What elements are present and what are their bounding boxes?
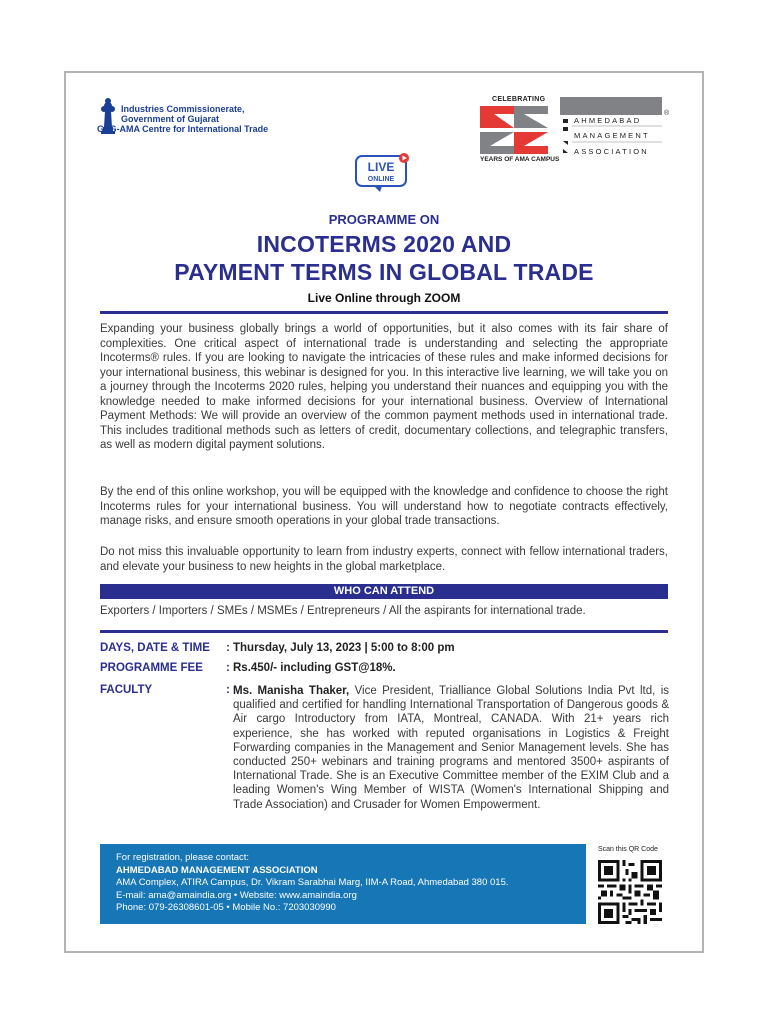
online-badge-text: ONLINE [367, 176, 395, 183]
title-divider [100, 311, 668, 314]
contact-phone: Phone: 079-26308601-05 • Mobile No.: 7203030990 [116, 902, 336, 913]
who-can-attend-heading: WHO CAN ATTEND [100, 584, 668, 599]
issuer-line-2: Government of Gujarat [121, 114, 220, 124]
faculty-colon: : [226, 684, 230, 696]
issuer-block [97, 104, 269, 134]
issuer-line-1: Industries Commissionerate, [121, 104, 245, 114]
ama-logo-line-1: AHMEDABAD [574, 116, 642, 125]
programme-kicker: PROGRAMME ON [328, 212, 440, 227]
contact-address: AMA Complex, ATIRA Campus, Dr. Vikram Sarabhai Marg, IIM-A Road, Ahmedabad 380 015. [116, 877, 509, 888]
faculty-bio [233, 684, 669, 812]
faculty-description: Vice President, Trialliance Global Solutions India Pvt ltd, is qualified and certified for handling International Transportation of Dangerous goods & Air cargo Introductory from IATA, Montreal, CANADA. With 21+ years rich experience, she has worked with reputed organisations in Logistics & Freight Forwarding companies in the Management and Senior Management levels. She has conducted 250+ webinars and training programs and mentored 3500+ aspirants of International Trade. She is an Executive Committee member of the EXIM Club and a leading Women's Wing Member of WISTA (Women's International Shipping and Trade Association) and Crusader for Women Empowerment. [233, 685, 669, 811]
fee-value: Rs.450/- including GST@18%. [233, 662, 396, 674]
who-can-attend-text: Exporters / Importers / SMEs / MSMEs / Entrepreneurs / All the aspirants for international trade. [100, 605, 586, 617]
live-badge-text: LIVE [367, 160, 395, 174]
title-line-2: PAYMENT TERMS IN GLOBAL TRADE [174, 259, 594, 285]
cta-paragraph: Do not miss this invaluable opportunity to learn from industry experts, connect with fellow international traders, and elevate your business to new heights in the global marketplace. [100, 546, 668, 573]
page-title [0, 230, 768, 286]
registered-mark: ® [664, 110, 670, 117]
details-divider [100, 630, 668, 633]
date-colon: : [226, 642, 230, 654]
qr-code-icon[interactable] [598, 860, 662, 924]
ama-logo-line-3: ASSOCIATION [574, 147, 649, 156]
date-value: Thursday, July 13, 2023 | 5:00 to 8:00 pm [233, 642, 455, 654]
faculty-label: FACULTY [100, 684, 153, 696]
fee-colon: : [226, 662, 230, 674]
contact-intro: For registration, please contact: [116, 852, 250, 863]
live-online-badge-icon [354, 152, 412, 192]
date-label: DAYS, DATE & TIME [100, 642, 210, 654]
contact-org: AHMEDABAD MANAGEMENT ASSOCIATION [116, 864, 318, 876]
twenty-five-years-logo [478, 104, 550, 156]
title-line-1: INCOTERMS 2020 AND [256, 231, 512, 257]
fee-label: PROGRAMME FEE [100, 662, 203, 674]
qr-caption: Scan this QR Code [598, 846, 658, 853]
outcome-paragraph: By the end of this online workshop, you will be equipped with the knowledge and confidence to choose the right Incoterms rules for your international business. You will understand how to negotiate contracts effectively, manage risks, and ensure smooth operations in your global trade transactions. [100, 486, 668, 527]
programme-subtitle: Live Online through ZOOM [307, 291, 461, 305]
intro-paragraph: Expanding your business globally brings a world of opportunities, but it also comes with its fair share of complexities. One critical aspect of international trade is understanding and selecting the appropriate Incoterms® rules. If you are looking to navigate the intricacies of these rules and make informed decisions for your international business, this webinar is designed for you. In this interactive live learning, we will take you on a journey through the Incoterms 2020 rules, helping you understand their nuances and equipping you with the knowledge needed to make informed decisions for your international business. Overview of International Payment Methods: We will provide an overview of the common payment methods used in international trade. This includes traditional methods such as letters of credit, documentary collections, and telegraphic transfers, as well as modern digital payment solutions. [100, 323, 668, 451]
faculty-name: Ms. Manisha Thaker, [233, 685, 350, 697]
ama-logo [560, 97, 662, 159]
celebrating-label: CELEBRATING [492, 96, 546, 103]
contact-email-website: E-mail: ama@amaindia.org • Website: www.amaindia.org [116, 889, 357, 901]
ama-logo-line-2: MANAGEMENT [574, 131, 650, 140]
registration-contact-box [100, 844, 586, 924]
issuer-line-3: GoG-AMA Centre for International Trade [97, 124, 269, 134]
years-caption: YEARS OF AMA CAMPUS [480, 156, 560, 163]
